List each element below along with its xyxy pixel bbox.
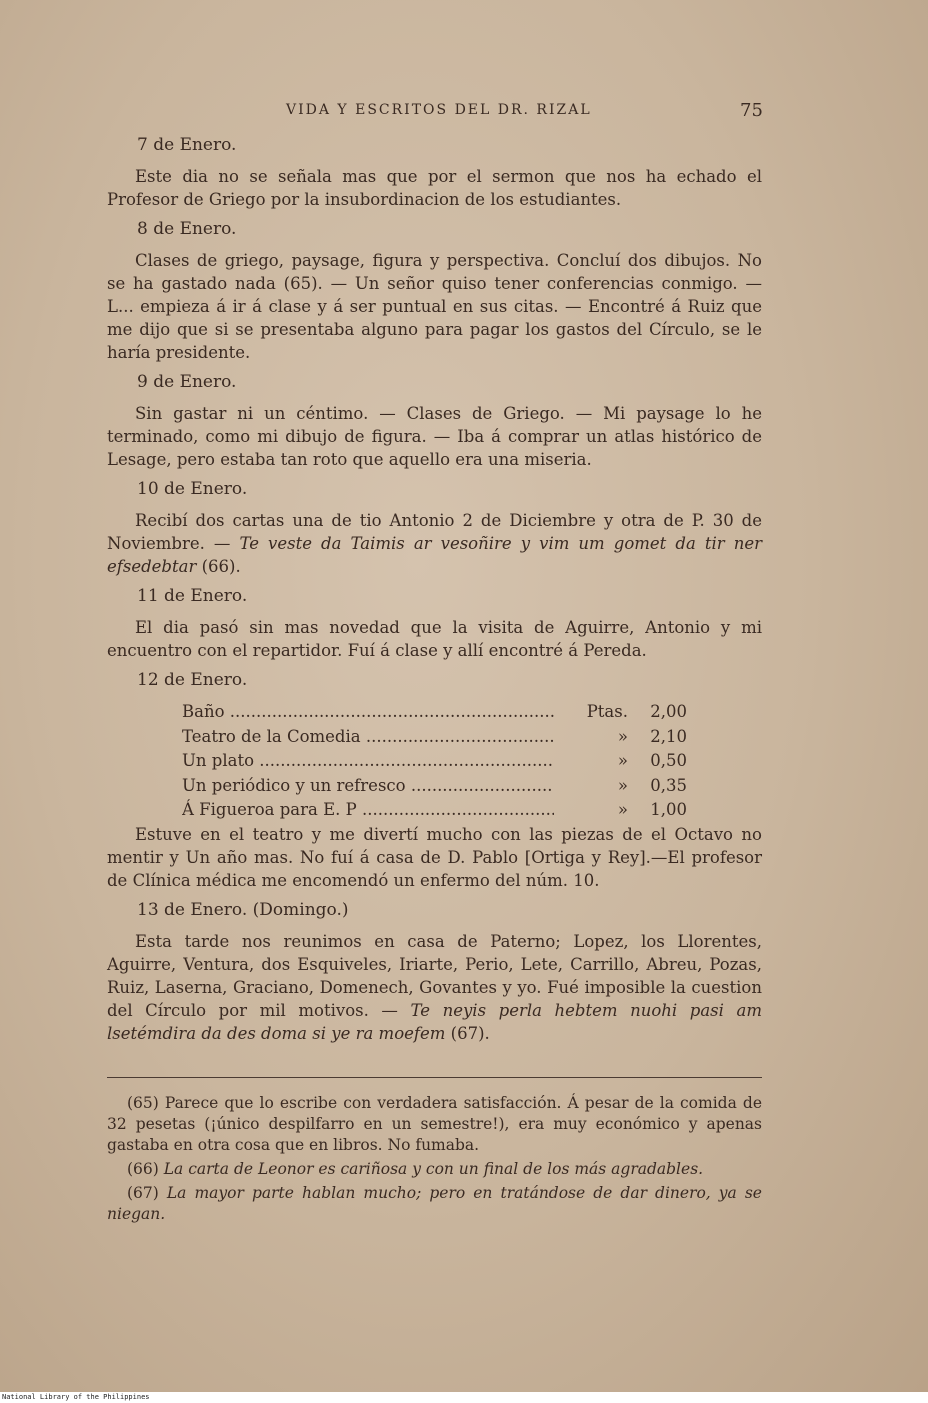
- entry-date: 13 de Enero. (Domingo.): [137, 899, 349, 920]
- expense-ledger: [182, 700, 692, 823]
- ledger-amount: 0,50: [650, 751, 687, 770]
- ledger-amount: 2,10: [650, 726, 687, 746]
- ledger-currency: »: [617, 775, 628, 795]
- entry-text-tail: (66).: [196, 557, 241, 576]
- entry-date: 7 de Enero.: [137, 135, 237, 155]
- ledger-item: Teatro de la Comedia .....: [182, 725, 554, 748]
- entry-text: El dia pasó sin mas novedad que la visita de Aguirre, Antonio y mi encuentro con el repartidor. Fuí á clase y allí encontré á Pereda.: [107, 618, 762, 660]
- entry-date: 10 de Enero.: [137, 479, 248, 499]
- footnotes: [107, 1093, 762, 1228]
- footnote: [107, 1183, 762, 1225]
- ledger-item: Un periódico y un refresco .....: [182, 774, 554, 797]
- entry-text-plain: Recibí dos cartas una de tio Antonio 2 de Diciembre y otra de P. 30 de Noviembre. —: [107, 511, 762, 553]
- footnote-italic: La carta de Leonor es cariñosa y con un final de los más agradables.: [163, 1160, 704, 1178]
- ledger-item: Baño .....: [182, 700, 554, 723]
- ledger-currency: »: [617, 800, 628, 819]
- footnote-number: (66): [127, 1160, 159, 1178]
- entry-date: 11 de Enero.: [137, 586, 248, 606]
- ledger-row: [182, 774, 692, 799]
- ledger-currency: Ptas.: [586, 702, 628, 721]
- entry-text-plain: Esta tarde nos reunimos en casa de Paterno; Lopez, los Llorentes, Aguirre, Ventura, dos Esquiveles, Iriarte, Perio, Lete, Carrillo, Abreu, Pozas, Ruiz, Laserna, Graciano, Domenech, Govantes y yo. Fué imposible la cuestion del Círculo por mil motivos. —: [107, 931, 762, 1020]
- entry-text-cipher: Te veste da Taimis ar vesoñire y vim um gomet da tir ner efsedebtar: [107, 534, 762, 576]
- ledger-row: [182, 725, 692, 750]
- entry-text: Estuve en el teatro y me divertí mucho con las piezas de el Octavo no mentir y Un año mas. No fuí á casa de D. Pablo [Ortiga y Rey].—El profesor de Clínica médica me encomendó un enfermo del núm. 10.: [107, 824, 762, 890]
- page-header: [0, 102, 928, 126]
- ledger-amount: 2,00: [650, 702, 687, 721]
- ledger-row: [182, 700, 692, 725]
- entry-date: 12 de Enero.: [137, 670, 248, 690]
- footnote-divider: [107, 1077, 762, 1078]
- page-number: 75: [740, 100, 763, 121]
- ledger-item: Á Figueroa para E. P .....: [182, 798, 554, 821]
- entry-text: [107, 509, 762, 578]
- ledger-amount: 1,00: [650, 800, 687, 819]
- footnote-text: Parece que lo escribe con verdadera satisfacción. Á pesar de la comida de 32 pesetas (¡único despilfarro en un semestre!), era muy económico y apenas gastaba en otra cosa que en libros. No fumaba.: [107, 1094, 762, 1154]
- ledger-currency: »: [617, 726, 628, 746]
- entry-text-cipher: Te neyis perla hebtem nuohi pasi am lsetémdira da des doma si ye ra moefem: [107, 1000, 762, 1043]
- ledger-amount: 0,35: [650, 775, 687, 795]
- ledger-row: [182, 798, 692, 823]
- footnote: [107, 1093, 762, 1156]
- ledger-row: [182, 749, 692, 774]
- footnote-number: (67): [127, 1184, 159, 1202]
- ledger-item: Un plato .....: [182, 749, 554, 772]
- entry-text-tail: (67).: [445, 1023, 490, 1043]
- footnote: [107, 1159, 762, 1180]
- footnote-italic: La mayor parte hablan mucho; pero en tratándose de dar dinero, ya se niegan.: [107, 1184, 762, 1223]
- entry-text: Sin gastar ni un céntimo. — Clases de Griego. — Mi paysage lo he terminado, como mi dibujo de figura. — Iba á comprar un atlas histórico de Lesage, pero estaba tan roto que aquello era una miseria.: [107, 404, 762, 469]
- running-title: VIDA Y ESCRITOS DEL DR. RIZAL: [286, 102, 592, 118]
- entry-date: 9 de Enero.: [137, 372, 237, 392]
- entry-text: Clases de griego, paysage, figura y perspectiva. Concluí dos dibujos. No se ha gastado nada (65). — Un señor quiso tener conferencias conmigo. — L... empieza á ir á clase y á ser puntual en sus citas. — Encontré á Ruiz que me dijo que si se presentaba alguno para pagar los gastos del Círculo, se le haría presidente.: [107, 251, 762, 362]
- ledger-currency: »: [617, 751, 628, 770]
- library-credit: National Library of the Philippines: [2, 1393, 150, 1401]
- entry-date: 8 de Enero.: [137, 219, 237, 239]
- entry-text: Este dia no se señala mas que por el sermon que nos ha echado el Profesor de Griego por la insubordinacion de los estudiantes.: [107, 167, 762, 209]
- diary-body: [107, 134, 762, 1052]
- footnote-number: (65): [127, 1094, 159, 1112]
- entry-text: [107, 930, 762, 1045]
